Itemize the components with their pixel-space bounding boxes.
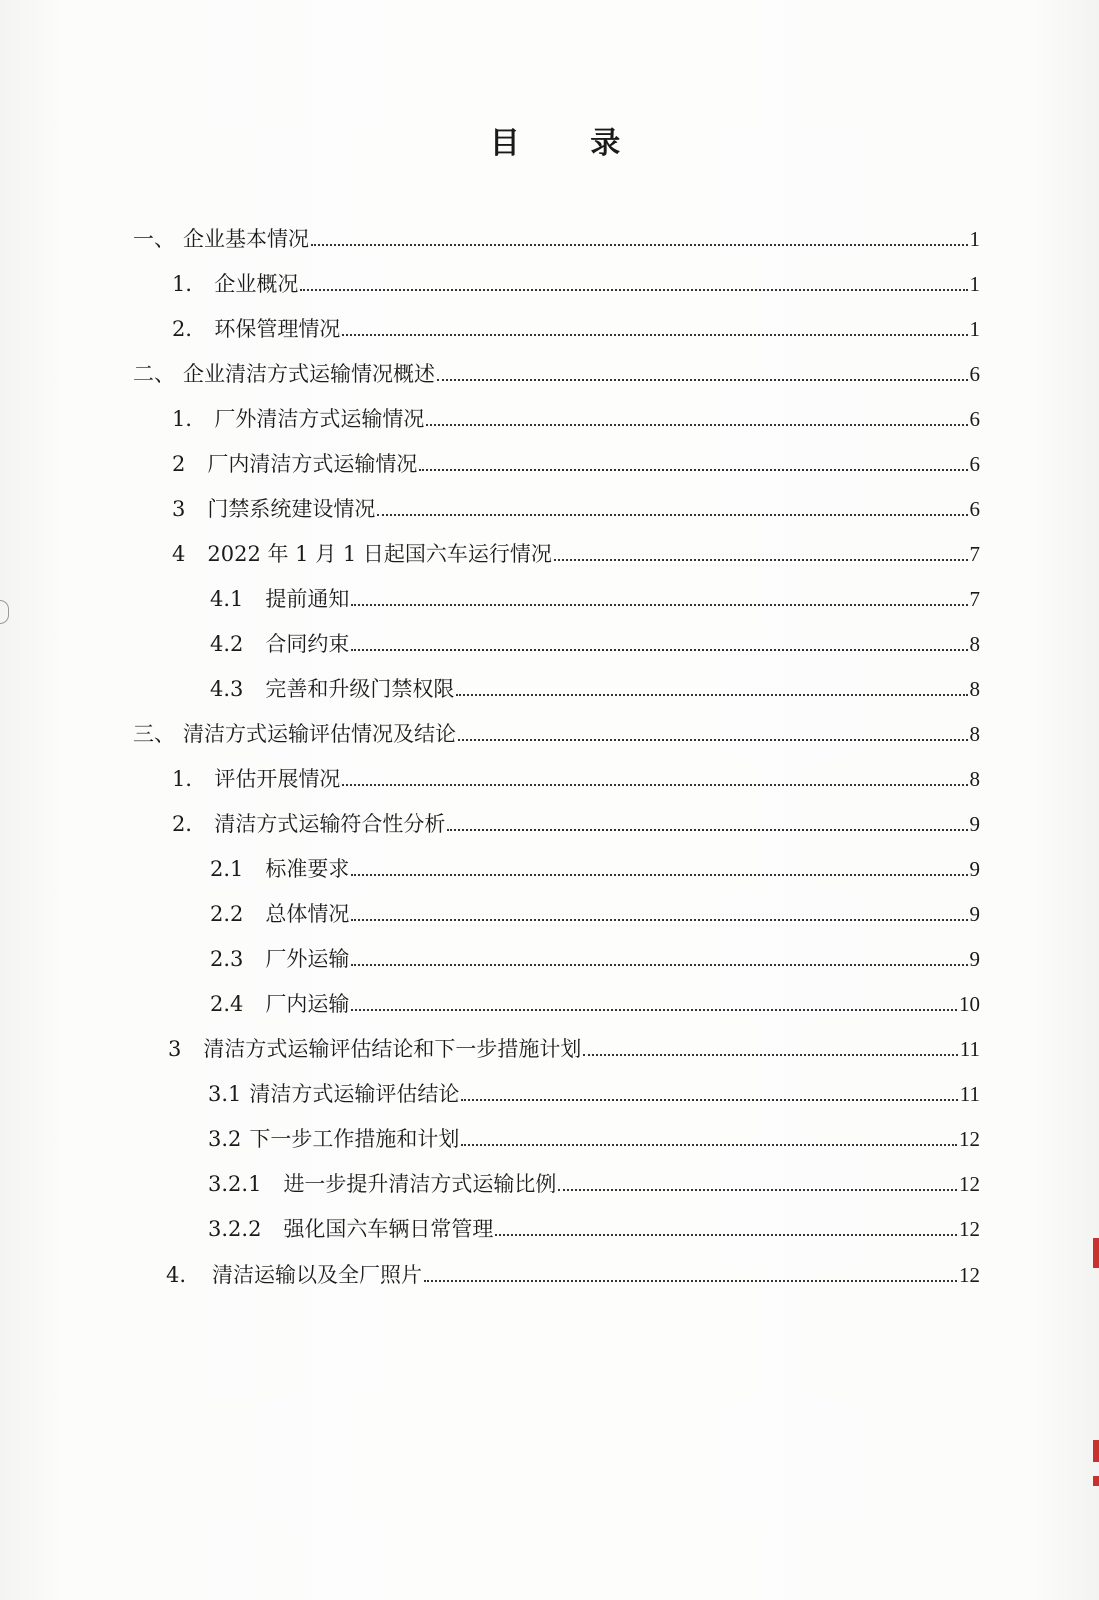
toc-leader-dots — [300, 289, 967, 291]
toc-entry-label: 环保管理情况 — [214, 317, 341, 341]
toc-entry[interactable] — [210, 668, 980, 702]
toc-entry[interactable] — [133, 353, 980, 387]
toc-entry[interactable] — [133, 218, 980, 252]
toc-leader-dots — [351, 649, 967, 651]
red-edge-mark-bottom — [1093, 1476, 1099, 1486]
toc-entry-label: 进一步提升清洁方式运输比例 — [283, 1172, 557, 1196]
toc-entry[interactable] — [172, 398, 980, 432]
toc-leader-dots — [351, 874, 967, 876]
toc-entry[interactable] — [210, 623, 980, 657]
toc-entry-page: 9 — [969, 857, 980, 881]
toc-entry-page: 1 — [969, 227, 980, 251]
toc-entry-page: 12 — [959, 1172, 980, 1196]
toc-entry-label: 清洁方式运输评估情况及结论 — [183, 722, 456, 746]
toc-entry-page: 6 — [969, 497, 980, 521]
toc-entry[interactable] — [172, 488, 980, 522]
toc-entry[interactable] — [210, 893, 980, 927]
toc-entry-label: 提前通知 — [265, 587, 350, 611]
toc-entry-number: 4.3 — [210, 677, 244, 701]
toc-entry-label: 合同约束 — [265, 632, 350, 656]
toc-entry-page: 7 — [969, 542, 980, 566]
toc-entry-number: 4. — [166, 1263, 187, 1287]
toc-entry[interactable] — [168, 1028, 980, 1062]
toc-leader-dots — [554, 559, 968, 561]
toc-entry-page: 12 — [959, 1127, 980, 1151]
toc-entry-label: 清洁运输以及全厂照片 — [212, 1263, 423, 1287]
red-edge-mark-middle — [1093, 1440, 1099, 1462]
toc-entry-number: 3.2.2 — [208, 1217, 262, 1241]
toc-leader-dots — [342, 784, 967, 786]
toc-entry-number: 3.2 — [208, 1127, 242, 1151]
toc-entry[interactable] — [208, 1163, 980, 1197]
toc-entry-page: 6 — [969, 407, 980, 431]
toc-leader-dots — [583, 1054, 957, 1056]
toc-leader-dots — [351, 1009, 957, 1011]
red-edge-mark-top — [1093, 1238, 1099, 1268]
toc-entry-page: 11 — [959, 1037, 980, 1061]
toc-entry[interactable] — [210, 848, 980, 882]
toc-entry-page: 1 — [969, 272, 980, 296]
toc-leader-dots — [447, 829, 967, 831]
toc-entry-page: 8 — [969, 767, 980, 791]
toc-entry-label: 厂内清洁方式运输情况 — [207, 452, 418, 476]
toc-entry[interactable] — [210, 938, 980, 972]
toc-entry-page: 12 — [959, 1263, 980, 1287]
toc-entry[interactable] — [208, 1118, 980, 1152]
toc-entry-label: 强化国六车辆日常管理 — [283, 1217, 494, 1241]
toc-entry-number: 3 — [168, 1037, 182, 1061]
toc-entry-number: 1． — [172, 407, 207, 431]
toc-entry-label: 厂外运输 — [265, 947, 350, 971]
toc-entry[interactable] — [210, 983, 980, 1017]
toc-leader-dots — [377, 514, 967, 516]
toc-entry-page: 11 — [959, 1082, 980, 1106]
toc-leader-dots — [426, 424, 967, 426]
toc-entry-label: 完善和升级门禁权限 — [265, 677, 455, 701]
toc-entry-label: 企业清洁方式运输情况概述 — [183, 362, 435, 386]
toc-entry[interactable] — [172, 263, 980, 297]
toc-entry[interactable] — [172, 533, 980, 567]
toc-entry-number: 二、 — [133, 362, 175, 386]
toc-entry[interactable] — [172, 803, 980, 837]
toc-entry[interactable] — [208, 1073, 980, 1107]
toc-entry-label: 2022 年 1 月 1 日起国六车运行情况 — [207, 542, 552, 566]
toc-leader-dots — [461, 1099, 957, 1101]
toc-entry-label: 下一步工作措施和计划 — [249, 1127, 460, 1151]
toc-entry-label: 清洁方式运输评估结论 — [249, 1082, 460, 1106]
toc-entry-number: 一、 — [133, 227, 175, 251]
toc-leader-dots — [419, 469, 967, 471]
toc-entry-page: 9 — [969, 812, 980, 836]
toc-entry-number: 3 — [172, 497, 186, 521]
toc-leader-dots — [311, 244, 968, 246]
toc-entry-page: 8 — [969, 632, 980, 656]
toc-leader-dots — [456, 694, 967, 696]
toc-leader-dots — [351, 919, 967, 921]
toc-entry-number: 4.1 — [210, 587, 244, 611]
toc-leader-dots — [558, 1189, 957, 1191]
toc-entry-number: 2.3 — [210, 947, 244, 971]
toc-leader-dots — [495, 1234, 957, 1236]
toc-leader-dots — [437, 379, 968, 381]
toc-entry-page: 9 — [969, 947, 980, 971]
toc-entry-label: 门禁系统建设情况 — [207, 497, 376, 521]
toc-entry-page: 10 — [959, 992, 980, 1016]
toc-entry-page: 8 — [969, 677, 980, 701]
toc-entry-number: 2.1 — [210, 857, 244, 881]
toc-entry-label: 厂外清洁方式运输情况 — [214, 407, 425, 431]
toc-entry-number: 4 — [172, 542, 186, 566]
toc-entry-label: 标准要求 — [265, 857, 350, 881]
toc-entry-number: 1． — [172, 272, 207, 296]
toc-entry-page: 12 — [959, 1217, 980, 1241]
toc-entry-number: 1． — [172, 767, 207, 791]
toc-entry[interactable] — [172, 443, 980, 477]
toc-entry-number: 2.4 — [210, 992, 244, 1016]
toc-leader-dots — [424, 1280, 957, 1282]
toc-entry-page: 1 — [969, 317, 980, 341]
toc-entry[interactable] — [172, 758, 980, 792]
toc-entry-label: 企业概况 — [214, 272, 299, 296]
toc-entry-number: 3.1 — [208, 1082, 242, 1106]
toc-entry-page: 9 — [969, 902, 980, 926]
toc-entry-number: 三、 — [133, 722, 175, 746]
toc-entry-page: 6 — [969, 362, 980, 386]
toc-leader-dots — [351, 964, 967, 966]
toc-entry-label: 企业基本情况 — [183, 227, 309, 251]
toc-leader-dots — [342, 334, 967, 336]
toc-entry-number: 3.2.1 — [208, 1172, 262, 1196]
toc-entry[interactable] — [133, 713, 980, 747]
toc-entry-page: 8 — [969, 722, 980, 746]
toc-entry-label: 清洁方式运输符合性分析 — [214, 812, 446, 836]
toc-entry-number: 2 — [172, 452, 186, 476]
toc-leader-dots — [351, 604, 967, 606]
toc-entry-number: 2． — [172, 317, 207, 341]
toc-entry-page: 7 — [969, 587, 980, 611]
toc-leader-dots — [461, 1144, 957, 1146]
toc-entry-number: 2． — [172, 812, 207, 836]
toc-entry-number: 2.2 — [210, 902, 244, 926]
page-title: 目 录 — [489, 126, 651, 161]
toc-entry[interactable] — [172, 308, 980, 342]
toc-entry-label: 总体情况 — [265, 902, 350, 926]
toc-entry[interactable] — [166, 1254, 980, 1288]
binding-hole-mark — [0, 600, 9, 624]
toc-leader-dots — [458, 739, 968, 741]
toc-entry[interactable] — [208, 1208, 980, 1242]
toc-entry[interactable] — [210, 578, 980, 612]
toc-entry-label: 评估开展情况 — [214, 767, 341, 791]
toc-entry-page: 6 — [969, 452, 980, 476]
toc-entry-label: 清洁方式运输评估结论和下一步措施计划 — [203, 1037, 582, 1061]
toc-entry-number: 4.2 — [210, 632, 244, 656]
toc-entry-label: 厂内运输 — [265, 992, 350, 1016]
